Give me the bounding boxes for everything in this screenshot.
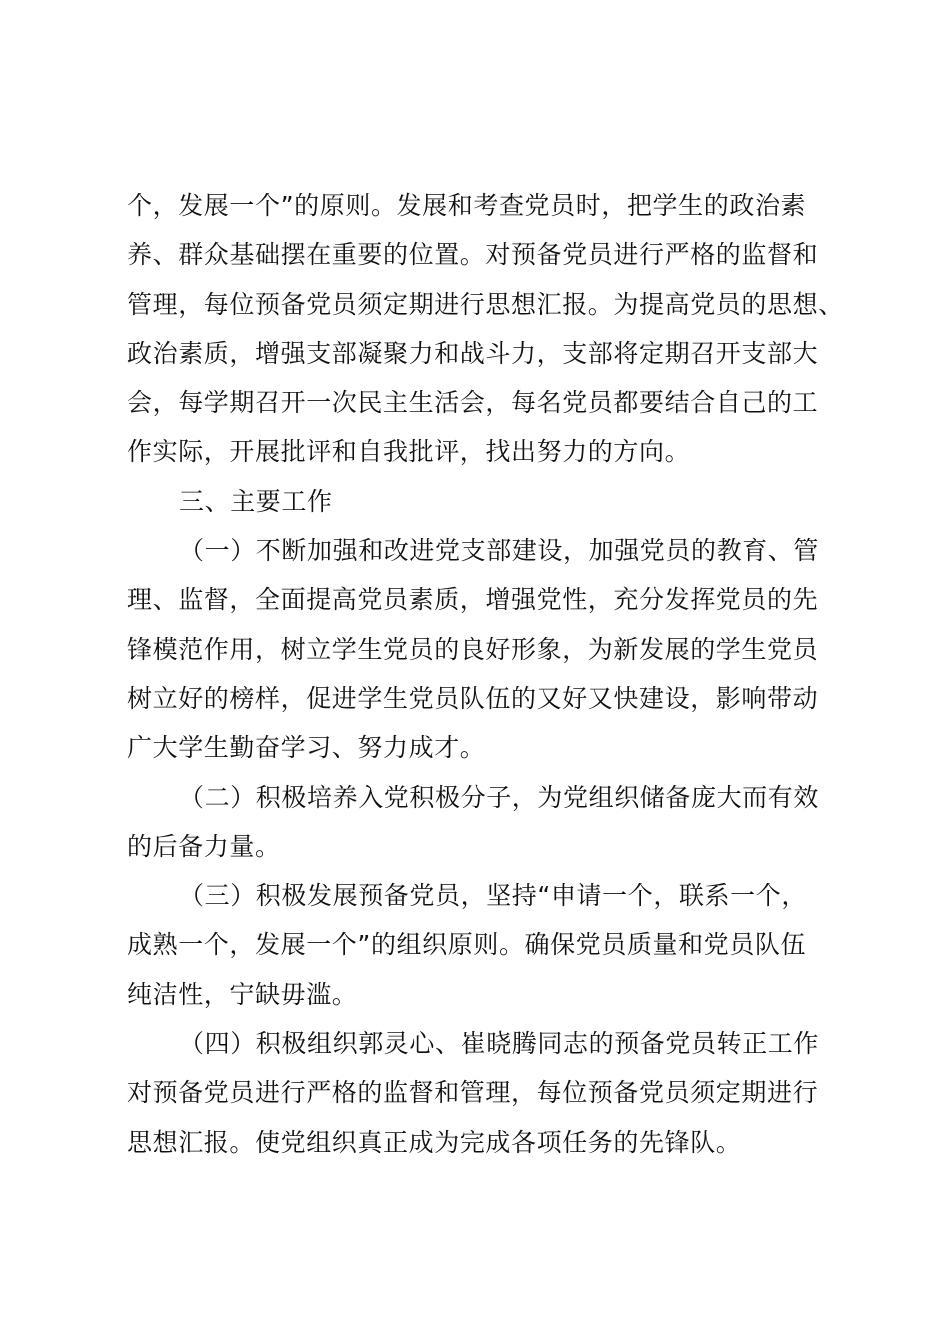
text-line: 会，每学期召开一次民主生活会，每名党员都要结合自己的工 bbox=[127, 388, 819, 418]
text-line: 对预备党员进行严格的监督和管理，每位预备党员须定期进行 bbox=[127, 1078, 819, 1108]
paragraph-item-1 bbox=[127, 526, 833, 772]
text-line: 锋模范作用，树立学生党员的良好形象，为新发展的学生党员 bbox=[127, 634, 819, 664]
text-line: 养、群众基础摆在重要的位置。对预备党员进行严格的监督和 bbox=[127, 240, 819, 270]
text-line: 管理，每位预备党员须定期进行思想汇报。为提高党员的思想、 bbox=[127, 289, 844, 319]
paragraph-continuation bbox=[127, 181, 844, 477]
text-line: 政治素质，增强支部凝聚力和战斗力，支部将定期召开支部大 bbox=[127, 338, 819, 368]
text-line: （一）不断加强和改进党支部建设，加强党员的教育、管 bbox=[179, 536, 820, 566]
paragraph-item-2 bbox=[127, 773, 833, 872]
paragraph-item-4 bbox=[127, 1019, 833, 1167]
text-line: 理、监督，全面提高党员素质，增强党性，充分发挥党员的先 bbox=[127, 585, 819, 615]
text-line: 个，发展一个”的原则。发展和考查党员时，把学生的政治素 bbox=[127, 191, 807, 220]
section-heading-text: 三、主要工作 bbox=[179, 486, 333, 516]
text-line: 思想汇报。使党组织真正成为完成各项任务的先锋队。 bbox=[127, 1127, 742, 1157]
text-line: 作实际，开展批评和自我批评，找出努力的方向。 bbox=[127, 437, 691, 467]
text-line: （四）积极组织郭灵心、崔晓腾同志的预备党员转正工作 bbox=[179, 1029, 820, 1059]
text-line: （三）积极发展预备党员，坚持“申请一个，联系一个， bbox=[179, 881, 807, 911]
document-body bbox=[127, 181, 844, 1167]
text-line: （二）积极培养入党积极分子，为党组织储备庞大而有效 bbox=[179, 782, 820, 812]
text-line: 广大学生勤奋学习、努力成才。 bbox=[127, 733, 486, 763]
text-line: 纯洁性，宁缺毋滥。 bbox=[127, 979, 358, 1009]
text-line: 成熟一个，发展一个”的组织原则。确保党员质量和党员队伍 bbox=[127, 930, 807, 960]
section-heading bbox=[127, 477, 833, 526]
text-line: 的后备力量。 bbox=[127, 831, 281, 861]
paragraph-item-3 bbox=[127, 871, 833, 1019]
text-line: 树立好的榜样，促进学生党员队伍的又好又快建设，影响带动 bbox=[127, 683, 819, 713]
